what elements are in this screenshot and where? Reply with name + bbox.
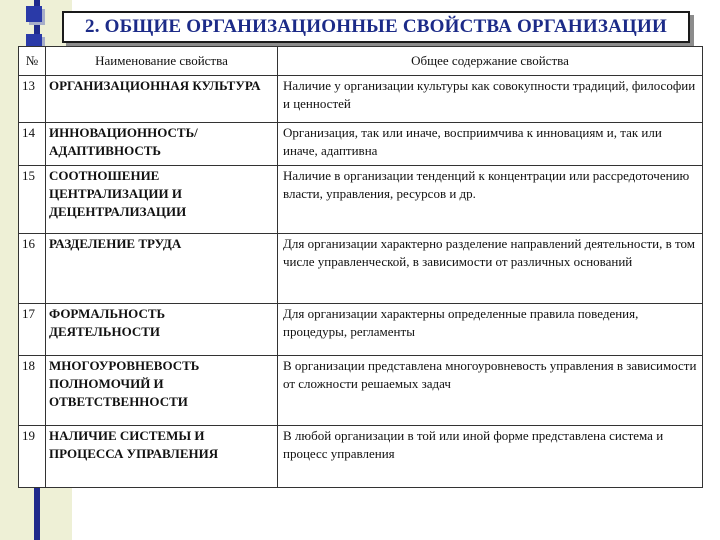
property-description: Для организации характерны определенные правила поведения, процедуры, регламенты bbox=[278, 304, 703, 356]
property-name: НАЛИЧИЕ СИСТЕМЫ И ПРОЦЕССА УПРАВЛЕНИЯ bbox=[46, 426, 278, 488]
property-name: СООТНОШЕНИЕ ЦЕНТРАЛИЗАЦИИ И ДЕЦЕНТРАЛИЗАЦИИ bbox=[46, 166, 278, 234]
table-row bbox=[19, 304, 703, 356]
header-number: № bbox=[19, 47, 46, 76]
property-description: Для организации характерно разделение направлений деятельности, в том числе управленческой, в зависимости от различных оснований bbox=[278, 234, 703, 304]
property-name: РАЗДЕЛЕНИЕ ТРУДА bbox=[46, 234, 278, 304]
table-row bbox=[19, 76, 703, 123]
row-number: 18 bbox=[19, 356, 46, 426]
slide-title: 2. ОБЩИЕ ОРГАНИЗАЦИОННЫЕ СВОЙСТВА ОРГАНИЗАЦИИ bbox=[85, 16, 667, 37]
table-row bbox=[19, 426, 703, 488]
property-description: Наличие у организации культуры как совокупности традиций, философии и ценностей bbox=[278, 76, 703, 123]
table-row bbox=[19, 123, 703, 166]
header-property-content: Общее содержание свойства bbox=[278, 47, 703, 76]
table-header-row bbox=[19, 47, 703, 76]
property-description: Наличие в организации тенденций к концентрации или рассредоточению власти, управления, ресурсов и др. bbox=[278, 166, 703, 234]
property-description: В организации представлена многоуровневость управления в зависимости от сложности решаемых задач bbox=[278, 356, 703, 426]
table-row bbox=[19, 166, 703, 234]
table-row bbox=[19, 234, 703, 304]
property-description: В любой организации в той или иной форме представлена система и процесс управления bbox=[278, 426, 703, 488]
property-name: ОРГАНИЗАЦИОННАЯ КУЛЬТУРА bbox=[46, 76, 278, 123]
property-description: Организация, так или иначе, восприимчива к инновациям и, так или иначе, адаптивна bbox=[278, 123, 703, 166]
row-number: 14 bbox=[19, 123, 46, 166]
row-number: 13 bbox=[19, 76, 46, 123]
decor-square bbox=[26, 6, 42, 22]
row-number: 17 bbox=[19, 304, 46, 356]
properties-table bbox=[18, 46, 703, 488]
table-row bbox=[19, 356, 703, 426]
row-number: 19 bbox=[19, 426, 46, 488]
row-number: 15 bbox=[19, 166, 46, 234]
header-property-name: Наименование свойства bbox=[46, 47, 278, 76]
property-name: ИННОВАЦИОННОСТЬ/ АДАПТИВНОСТЬ bbox=[46, 123, 278, 166]
property-name: ФОРМАЛЬНОСТЬ ДЕЯТЕЛЬНОСТИ bbox=[46, 304, 278, 356]
slide-title-box bbox=[62, 11, 690, 43]
property-name: МНОГОУРОВНЕВОСТЬ ПОЛНОМОЧИЙ И ОТВЕТСТВЕННОСТИ bbox=[46, 356, 278, 426]
row-number: 16 bbox=[19, 234, 46, 304]
